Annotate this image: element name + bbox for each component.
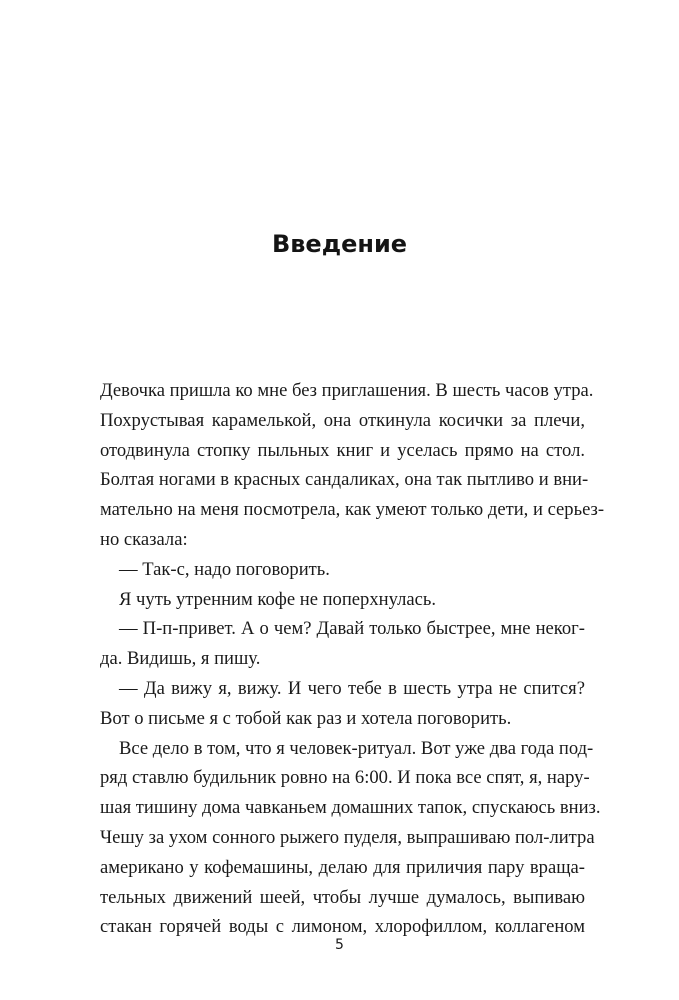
text-line: шая тишину дома чавканьем домашних тапок, спускаюсь вниз. bbox=[100, 797, 601, 819]
text-line: мательно на меня посмотрела, как умеют только дети, и серьез- bbox=[100, 499, 605, 521]
page-number: 5 bbox=[335, 937, 344, 953]
text-line: американо у кофемашины, делаю для приличия пару враща- bbox=[100, 856, 585, 878]
text-line: Вот о письме я с тобой как раз и хотела поговорить. bbox=[100, 707, 512, 729]
text-line: Я чуть утренним кофе не поперхнулась. bbox=[119, 588, 436, 610]
text-line: Чешу за ухом сонного рыжего пуделя, выпрашиваю пол-литра bbox=[100, 826, 595, 848]
text-line: — Так-с, надо поговорить. bbox=[119, 558, 330, 580]
text-line: Болтая ногами в красных сандаликах, она так пытливо и вни- bbox=[100, 469, 589, 491]
text-line: — Да вижу я, вижу. И чего тебе в шесть утра не спится? bbox=[119, 677, 585, 699]
text-line: да. Видишь, я пишу. bbox=[100, 648, 261, 670]
text-line: но сказала: bbox=[100, 528, 188, 550]
body-text bbox=[100, 376, 605, 942]
chapter-title: Введение bbox=[271, 230, 408, 258]
text-line: Все дело в том, что я человек-ритуал. Вот уже два года под- bbox=[119, 737, 594, 759]
text-line: отодвинула стопку пыльных книг и уселась прямо на стол. bbox=[100, 439, 585, 461]
text-line: тельных движений шеей, чтобы лучше думалось, выпиваю bbox=[100, 886, 585, 908]
text-line: — П-п-привет. А о чем? Давай только быстрее, мне неког- bbox=[119, 618, 585, 640]
text-line: ряд ставлю будильник ровно на 6:00. И пока все спят, я, нару- bbox=[100, 767, 590, 789]
text-line: Похрустывая карамелькой, она откинула косички за плечи, bbox=[100, 409, 585, 431]
text-line: Девочка пришла ко мне без приглашения. В шесть часов утра. bbox=[100, 380, 594, 401]
text-line: стакан горячей воды с лимоном, хлорофиллом, коллагеном bbox=[100, 916, 585, 938]
